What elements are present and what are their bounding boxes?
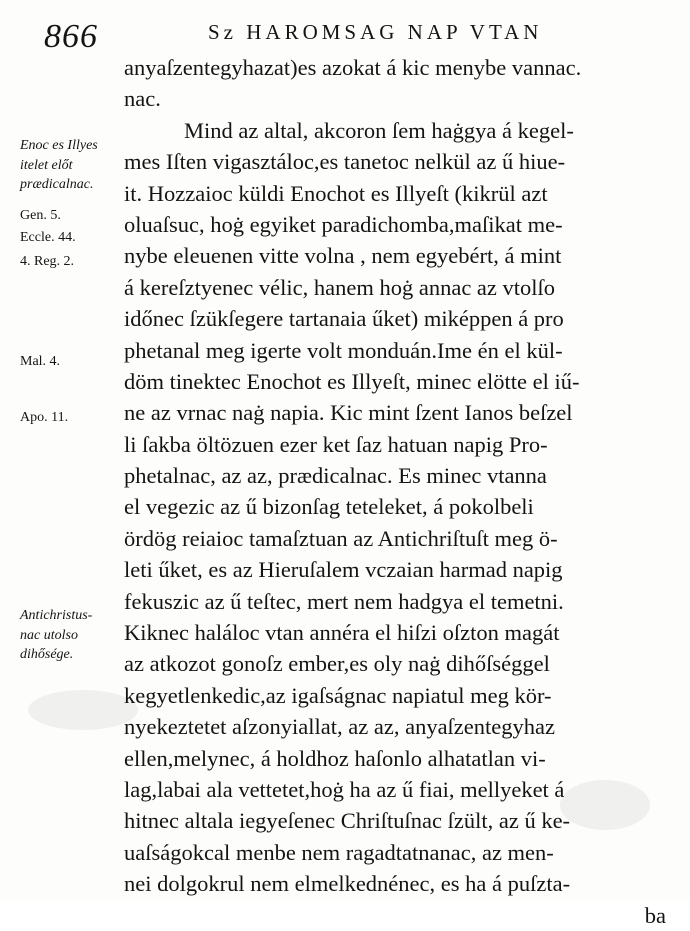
text-line: phetanal meg igerte volt monduán.Ime én el kül- xyxy=(124,337,563,363)
catchword: ba xyxy=(644,902,666,928)
margin-note-kings: 4. Reg. 2. xyxy=(20,254,75,269)
margin-note-line: Antichristus- xyxy=(20,608,93,623)
text-line: nei dolgokrul nem elmelkednénec, es ha á puſzta- xyxy=(124,871,571,897)
text-line: mes Iſten vigasztáloc,es tanetoc nelkül az ű hiue- xyxy=(124,149,566,175)
text-line: Kiknec haláloc vtan annéra el hiſzi oſzton magát xyxy=(124,620,560,646)
text-line: az atkozot gonoſz ember,es oly naġ dihőſséggel xyxy=(124,651,550,677)
text-line: hitnec altala iegyeſenec Chriſtuſnac ſzült, az ű ke- xyxy=(124,808,571,834)
text-line: nyekeztetet aſzonyiallat, az az, anyaſzentegyhaz xyxy=(124,714,555,740)
margin-note-antichrist xyxy=(20,606,92,665)
text-line: á kereſztyenec vélic, hanem hoġ annac az vtolſo xyxy=(124,274,556,300)
text-line: li ſakba öltözuen ezer ket ſaz hatuan napig Pro- xyxy=(124,431,548,457)
text-line: ne az vrnac naġ napia. Kic mint ſzent Ianos beſzel xyxy=(124,400,573,426)
margin-note-ecclesiasticus: Eccle. 44. xyxy=(20,230,76,245)
margin-note-line: prædicalnac. xyxy=(20,177,94,192)
margin-note-line: nac utolso xyxy=(20,627,78,643)
running-header: Sz HAROMSAG NAP VTAN xyxy=(208,20,543,44)
text-line: uaſságokcal menbe nem ragadtatnanac, az men- xyxy=(124,839,554,865)
main-text-column xyxy=(124,52,670,931)
paper-stain xyxy=(28,690,138,730)
text-line: időnec ſzükſegere tartanaia űket) miképpen á pro xyxy=(124,306,564,332)
text-line: fekuszic az ű teſtec, mert nem hadgya el temetni. xyxy=(124,588,564,614)
text-line: lag,labai ala vettetet,hoġ ha az ű fiai, mellyeket á xyxy=(124,776,565,802)
margin-note-apocalypse: Apo. 11. xyxy=(20,410,69,425)
margin-note-enoch xyxy=(20,136,98,195)
margin-note-line: Enoc es Illyes xyxy=(20,138,98,153)
text-line: kegyetlenkedic,az igaſságnac napiatul meg kör- xyxy=(124,682,552,708)
text-line: döm tinektec Enochot es Illyeſt, minec elötte el iű- xyxy=(124,368,580,394)
margin-note-malachi: Mal. 4. xyxy=(20,354,61,369)
text-line: anyaſzentegyhazat)es azokat á kic menybe vannac. xyxy=(124,55,582,80)
text-line: el vegezic az ű bizonſag teteleket, á pokolbeli xyxy=(124,494,534,520)
text-line: leti űket, es az Hieruſalem vczaian harmad napig xyxy=(124,557,563,583)
text-line: phetalnac, az az, prædicalnac. Es minec vtanna xyxy=(124,463,547,489)
page-number: 866 xyxy=(44,18,98,55)
margin-note-line: itelet előt xyxy=(20,157,73,173)
margin-note-genesis: Gen. 5. xyxy=(20,208,61,223)
text-line: nac. xyxy=(124,86,161,112)
text-line: nybe eleuenen vitte volna , nem egyebért, á mint xyxy=(124,243,562,269)
text-line: ördög reiaioc tamaſztuan az Antichriſtuſt meg ö- xyxy=(124,525,558,551)
text-line: ellen,melynec, á holdhoz haſonlo alhatatlan vi- xyxy=(124,745,546,771)
margin-note-line: dihősége. xyxy=(20,647,74,662)
text-line: oluaſsuc, hoġ egyiket paradichomba,maſikat me- xyxy=(124,211,563,237)
paragraph-first-line: Mind az altal, akcoron ſem haġgya á kegel- xyxy=(184,117,574,143)
text-line: it. Hozzaioc küldi Enochot es Illyeſt (kikrül azt xyxy=(124,180,548,206)
